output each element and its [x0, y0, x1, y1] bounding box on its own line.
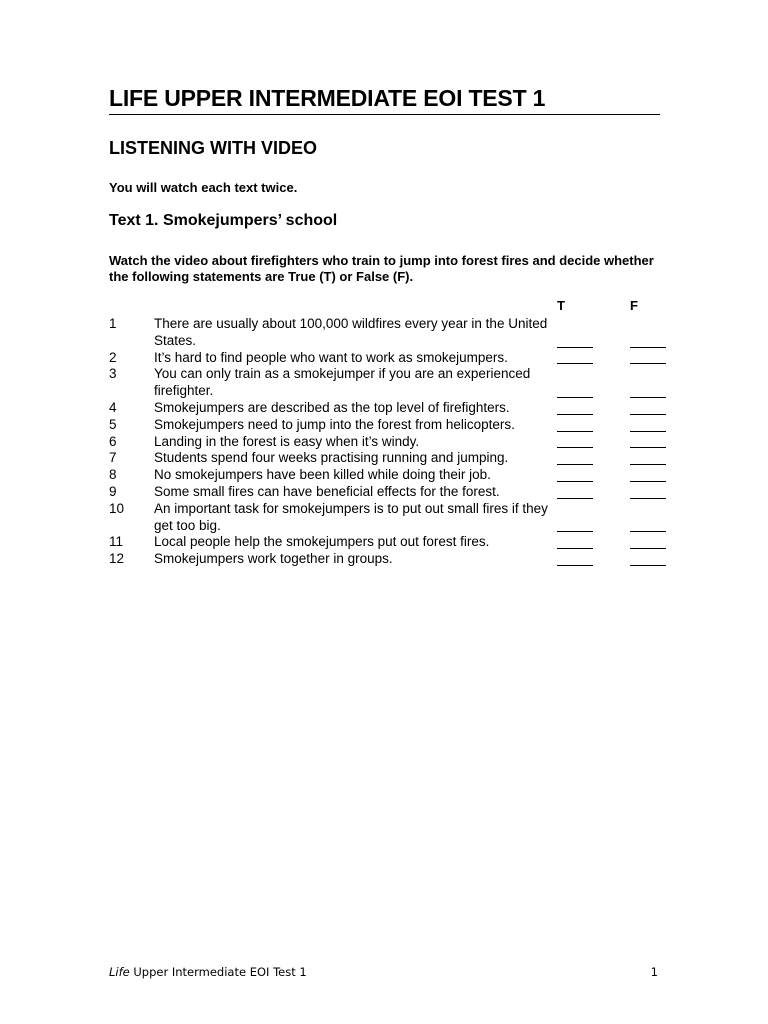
instruction-note: You will watch each text twice.: [109, 180, 298, 195]
statement-text: It’s hard to find people who want to work as smokejumpers.: [154, 349, 508, 365]
true-answer-blank[interactable]: [557, 565, 593, 566]
true-answer-blank[interactable]: [557, 431, 593, 432]
statement-text: No smokejumpers have been killed while doing their job.: [154, 467, 491, 483]
false-answer-blank[interactable]: [630, 447, 666, 448]
footer-book-title: Life: [109, 965, 130, 979]
statement-text: You can only train as a smokejumper if you are an experienced firefighter.: [154, 366, 531, 399]
false-answer-blank[interactable]: [630, 363, 666, 364]
false-answer-blank[interactable]: [630, 548, 666, 549]
page-number: 1: [650, 965, 658, 979]
footer-test-name: Upper Intermediate EOI Test 1: [129, 965, 307, 979]
statement-row: [109, 450, 669, 467]
statement-text: Some small fires can have beneficial effects for the forest.: [154, 483, 500, 499]
statement-row: [109, 400, 669, 417]
statement-row: [109, 366, 669, 400]
false-answer-blank[interactable]: [630, 347, 666, 348]
false-answer-blank[interactable]: [630, 397, 666, 398]
statement-text: Smokejumpers work together in groups.: [154, 551, 393, 567]
statement-number: 8: [109, 467, 117, 483]
false-answer-blank[interactable]: [630, 565, 666, 566]
statement-number: 11: [109, 534, 124, 550]
statement-number: 1: [109, 316, 117, 331]
statement-text: Students spend four weeks practising running and jumping.: [154, 450, 509, 466]
true-answer-blank[interactable]: [557, 481, 593, 482]
statement-number: 3: [109, 366, 117, 382]
true-answer-blank[interactable]: [557, 363, 593, 364]
statement-text: Smokejumpers are described as the top level of firefighters.: [154, 399, 510, 415]
column-header-false: F: [630, 298, 638, 313]
task-instructions: Watch the video about firefighters who train to jump into forest fires and decide whether the following statements are True (T) or False (F).: [109, 253, 654, 284]
true-answer-blank[interactable]: [557, 397, 593, 398]
statement-text: Landing in the forest is easy when it’s windy.: [154, 433, 420, 449]
false-answer-blank[interactable]: [630, 498, 666, 499]
statement-row: [109, 484, 669, 501]
column-header-true: T: [557, 298, 565, 313]
statement-number: 9: [109, 483, 117, 499]
true-answer-blank[interactable]: [557, 548, 593, 549]
false-answer-blank[interactable]: [630, 431, 666, 432]
true-answer-blank[interactable]: [557, 347, 593, 348]
section-heading: LISTENING WITH VIDEO: [109, 138, 318, 158]
page-title: LIFE UPPER INTERMEDIATE EOI TEST 1: [109, 84, 660, 115]
statement-number: 2: [109, 349, 117, 365]
statement-number: 5: [109, 416, 117, 432]
statement-row: [109, 534, 669, 551]
statement-text: An important task for smokejumpers is to put out small fires if they get too big.: [154, 500, 548, 533]
statement-list: [109, 316, 669, 568]
statement-text: There are usually about 100,000 wildfires every year in the United States.: [154, 316, 548, 348]
statement-row: [109, 501, 669, 535]
statement-number: 7: [109, 450, 117, 466]
statement-row: [109, 417, 669, 434]
statement-row: [109, 316, 669, 350]
statement-row: [109, 434, 669, 451]
statement-text: Smokejumpers need to jump into the forest from helicopters.: [154, 416, 515, 432]
statement-row: [109, 467, 669, 484]
true-answer-blank[interactable]: [557, 414, 593, 415]
statement-row: [109, 551, 669, 568]
statement-number: 10: [109, 500, 125, 516]
statement-number: 6: [109, 433, 117, 449]
false-answer-blank[interactable]: [630, 464, 666, 465]
false-answer-blank[interactable]: [630, 531, 666, 532]
statement-number: 12: [109, 551, 125, 567]
text-heading: Text 1. Smokejumpers’ school: [109, 212, 338, 229]
true-answer-blank[interactable]: [557, 531, 593, 532]
true-answer-blank[interactable]: [557, 447, 593, 448]
statement-text: Local people help the smokejumpers put out forest fires.: [154, 534, 490, 550]
false-answer-blank[interactable]: [630, 414, 666, 415]
statement-number: 4: [109, 399, 117, 415]
true-answer-blank[interactable]: [557, 498, 593, 499]
statement-row: [109, 350, 669, 367]
false-answer-blank[interactable]: [630, 481, 666, 482]
true-answer-blank[interactable]: [557, 464, 593, 465]
page-footer: [109, 964, 660, 980]
